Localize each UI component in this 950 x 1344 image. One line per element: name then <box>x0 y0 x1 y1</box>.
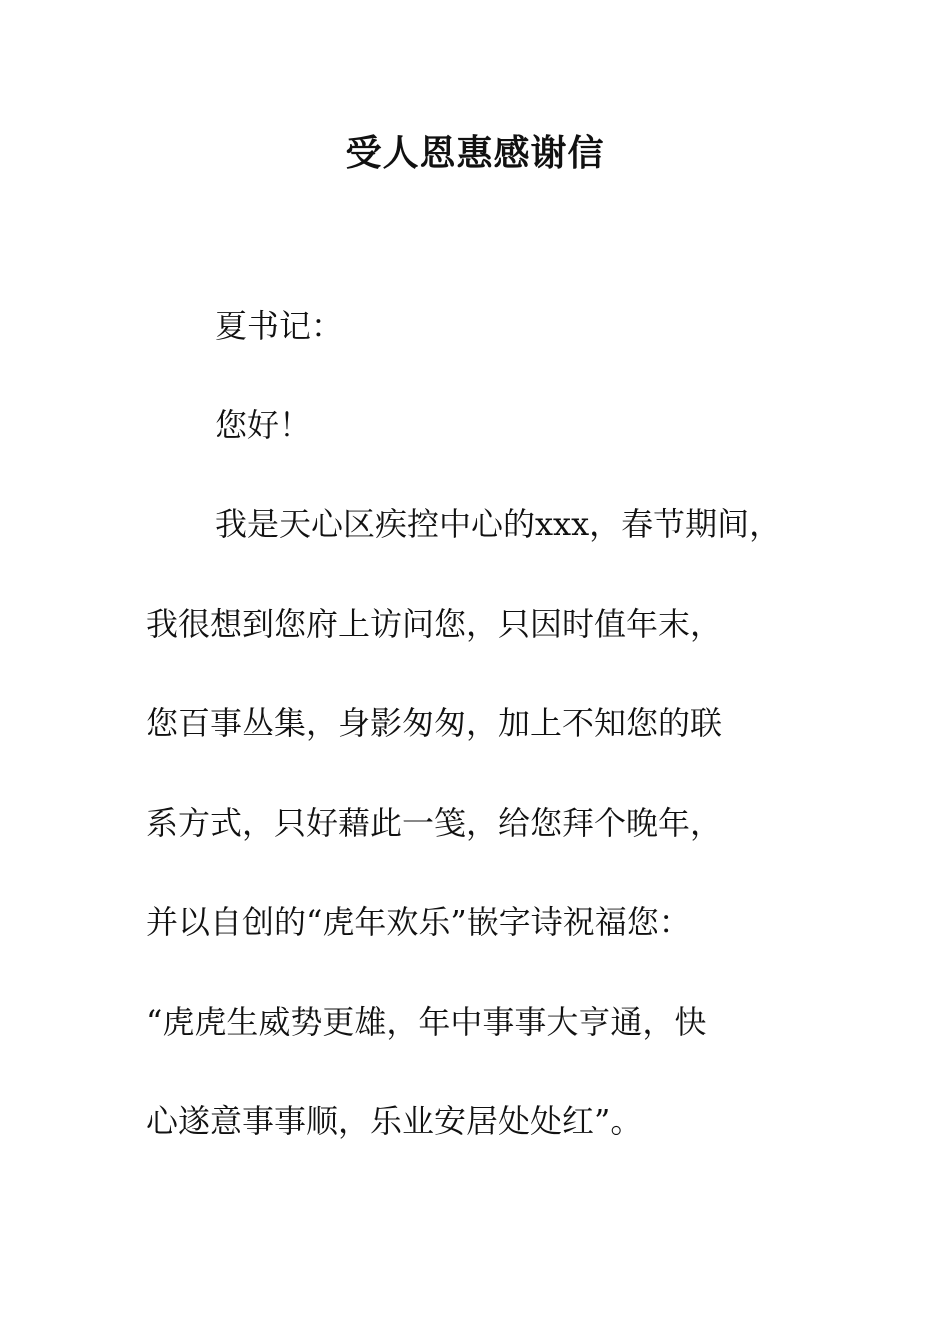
body-line-2: 我很想到您府上访问您，只因时值年末， <box>146 605 723 643</box>
body-line-5: 并以自创的“虎年欢乐”嵌字诗祝福您： <box>146 903 691 941</box>
body-line-7: 心遂意事事顺，乐业安居处处红”。 <box>146 1102 643 1140</box>
body-line-6: “虎虎生威势更雄，年中事事大亨通，快 <box>146 1003 707 1041</box>
greeting: 您好！ <box>215 406 312 444</box>
letter-title: 受人恩惠感谢信 <box>345 132 605 174</box>
salutation: 夏书记： <box>215 307 344 345</box>
body-line-4: 系方式，只好藉此一笺，给您拜个晚年， <box>146 804 723 842</box>
body-line-1: 我是天心区疾控中心的xxx，春节期间， <box>215 505 782 543</box>
body-line-3: 您百事丛集，身影匆匆，加上不知您的联 <box>146 704 723 742</box>
